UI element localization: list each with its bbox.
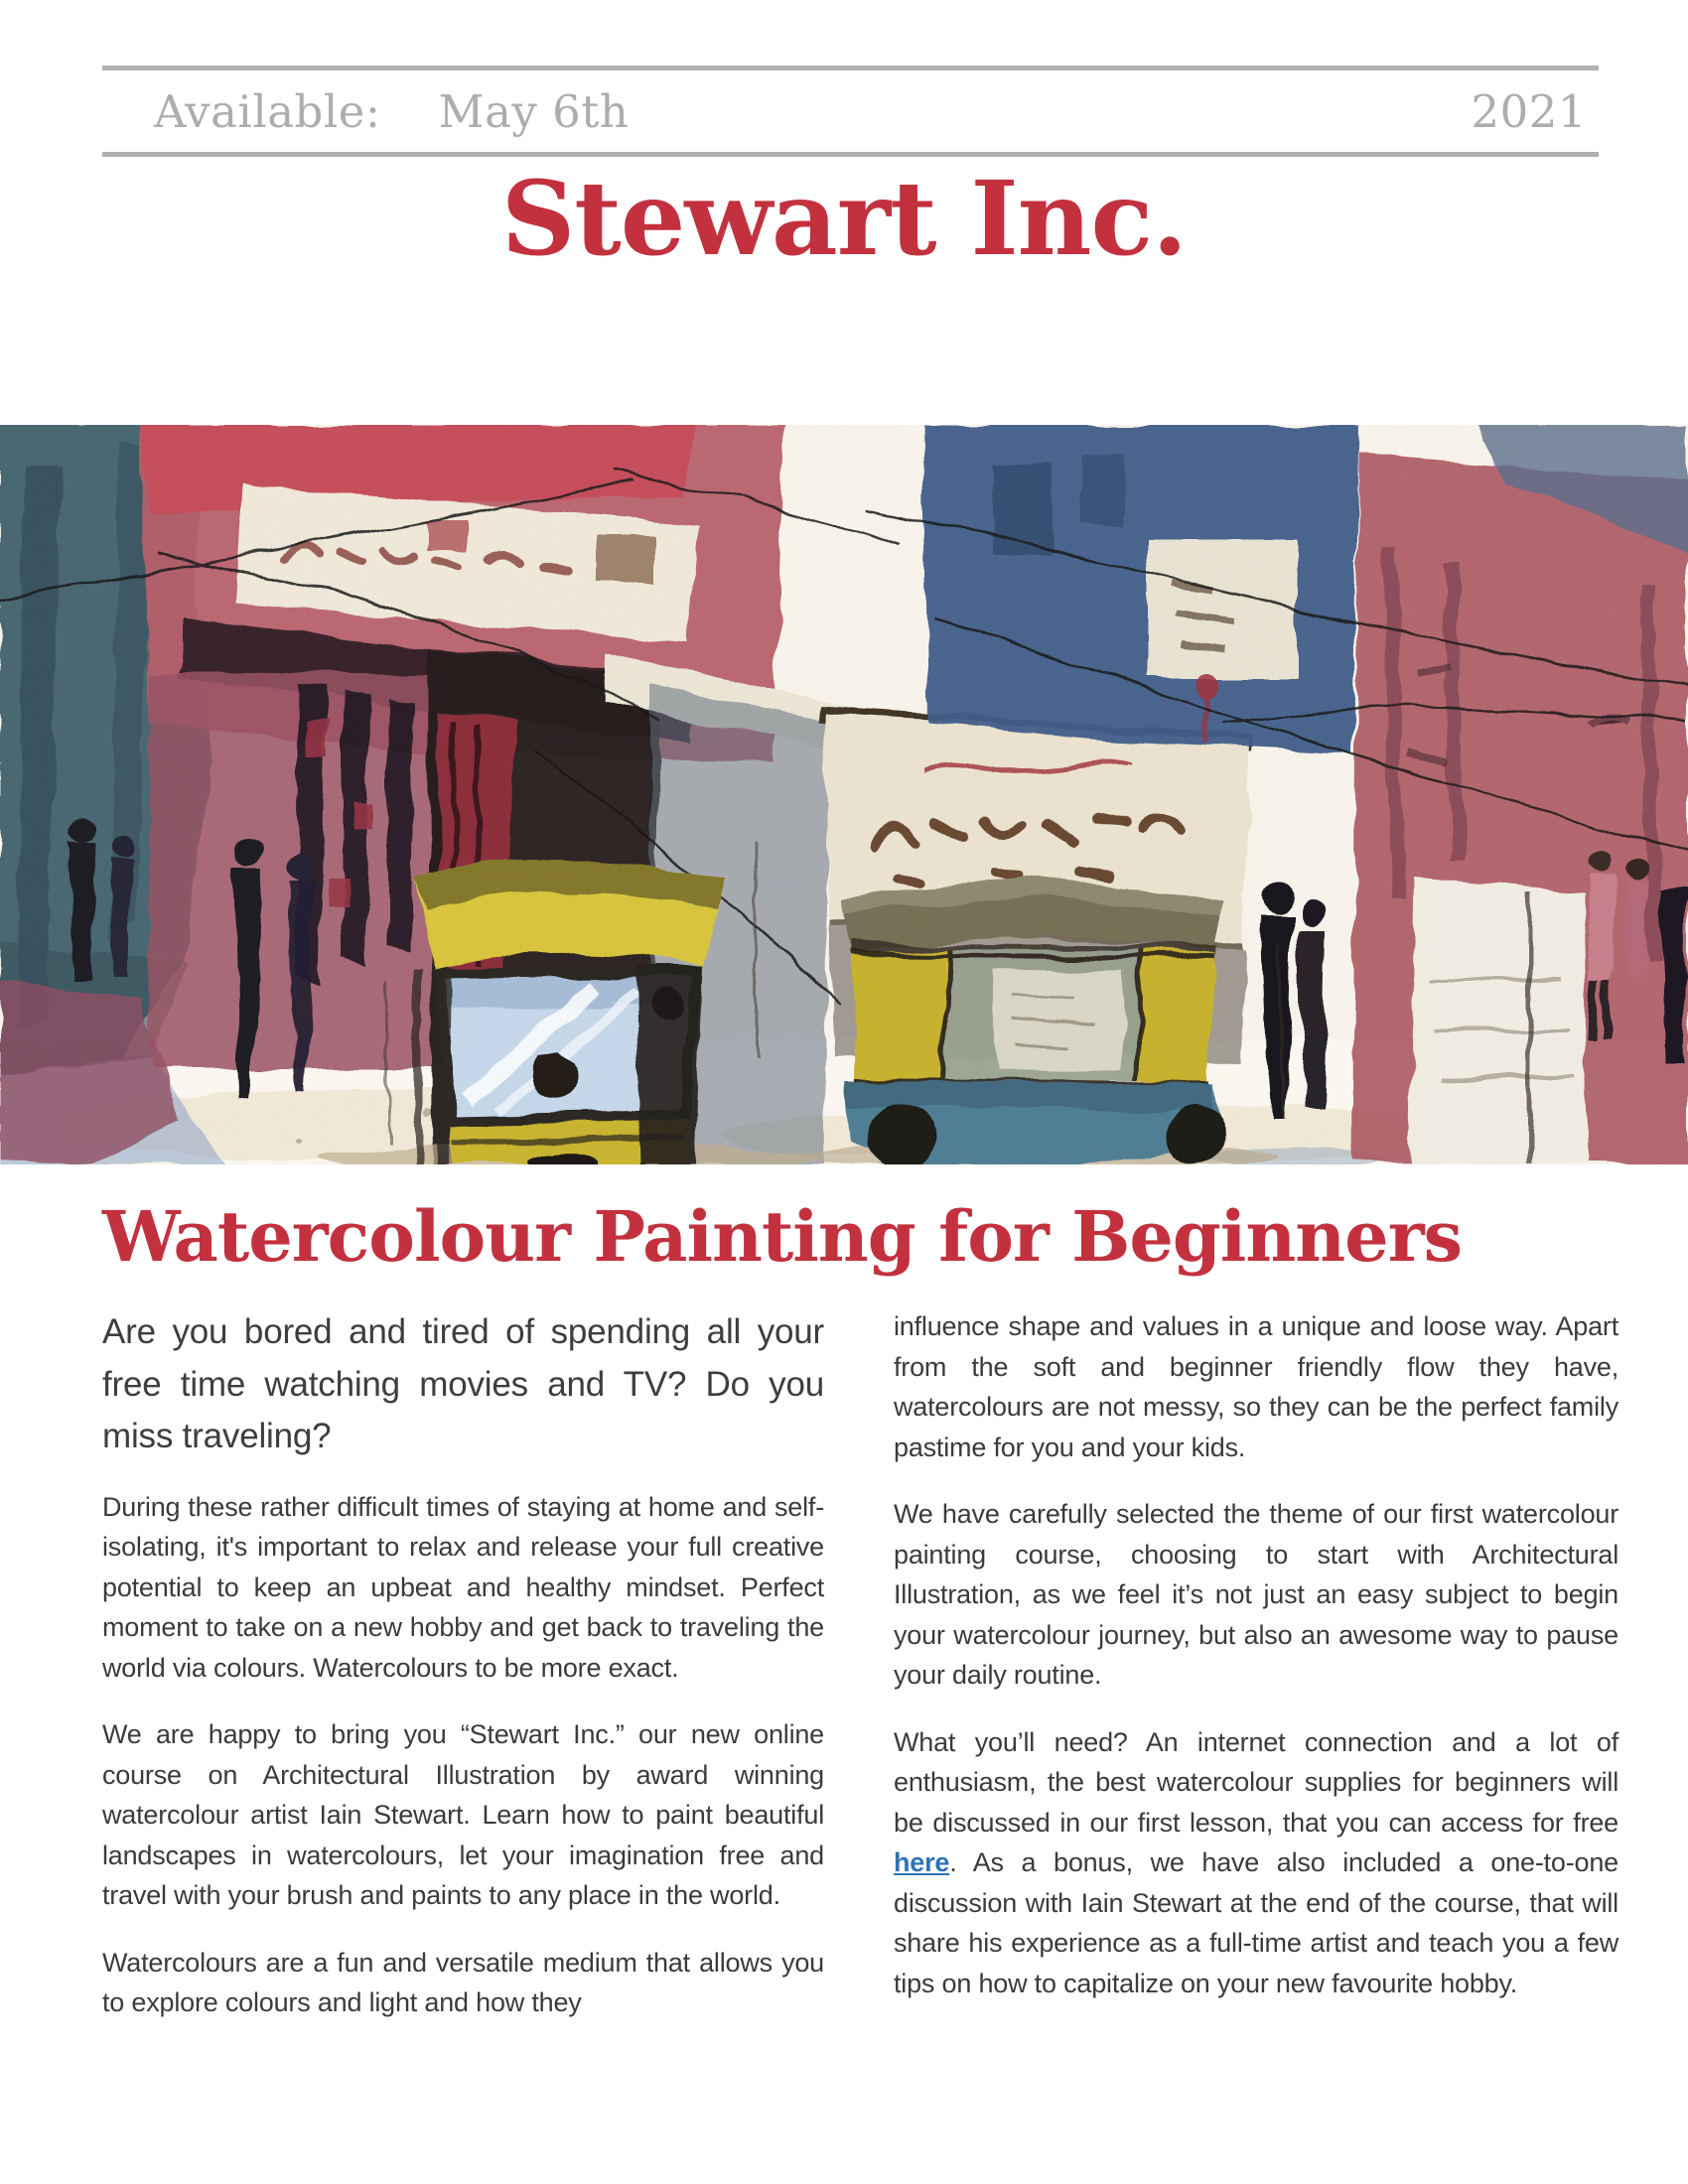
watercolour-painting	[0, 425, 1688, 1164]
lead-paragraph: Are you bored and tired of spending all your free time watching movies and TV? Do you miss traveling?	[102, 1312, 824, 1455]
free-lesson-link[interactable]: here	[894, 1847, 950, 1877]
left-column	[102, 1306, 824, 2050]
bottom-rule	[102, 152, 1599, 157]
link-paragraph-before: What you’ll need? An internet connection and a lot of enthusiasm, the best watercolour supplies for beginners will be discussed in our first lesson, that you can access for free	[894, 1726, 1618, 1838]
available-label: Available:	[154, 84, 381, 138]
available-date: May 6th	[438, 84, 630, 138]
issue-row	[102, 70, 1599, 152]
paragraph-with-link	[894, 1722, 1618, 2004]
paragraph: During these rather difficult times of staying at home and self-isolating, it's important to relax and release your full creative potential to keep an upbeat and healthy mindset. Perfect moment to take on a new hobby and get back to traveling the world via colours. Watercolours to be more exact.	[102, 1491, 824, 1683]
availability	[154, 85, 629, 138]
right-column	[894, 1306, 1618, 2050]
paragraph: Watercolours are a fun and versatile medium that allows you to explore colours and light and how they	[102, 1947, 824, 2017]
article-heading: Watercolour Painting for Beginners	[102, 1195, 1463, 1278]
article-body	[102, 1306, 1618, 2050]
paper-grain	[0, 425, 1688, 1164]
issue-header	[102, 66, 1599, 157]
paragraph: We are happy to bring you “Stewart Inc.” our new online course on Architectural Illustration by award winning watercolour artist Iain Stewart. Learn how to paint beautiful landscapes in watercolours, let your imagination free and travel with your brush and paints to any place in the world.	[102, 1719, 824, 1910]
paragraph: influence shape and values in a unique and loose way. Apart from the soft and beginner friendly flow they have, watercolours are not messy, so they can be the perfect family pastime for you and your kids.	[894, 1311, 1618, 1462]
hero-painting	[0, 425, 1688, 1164]
paragraph: We have carefully selected the theme of our first watercolour painting course, choosing to start with Architectural Illustration, as we feel it’s not just an easy subject to begin your watercolour journey, but also an awesome way to pause your daily routine.	[894, 1499, 1618, 1690]
link-paragraph-after: . As a bonus, we have also included a one-to-one discussion with Iain Stewart at the end of the course, that will share his experience as a full-time artist and teach you a few tips on how to capitalize on your new favourite hobby.	[894, 1847, 1618, 1998]
issue-year: 2021	[1471, 84, 1587, 138]
page-title: Stewart Inc.	[500, 159, 1188, 279]
